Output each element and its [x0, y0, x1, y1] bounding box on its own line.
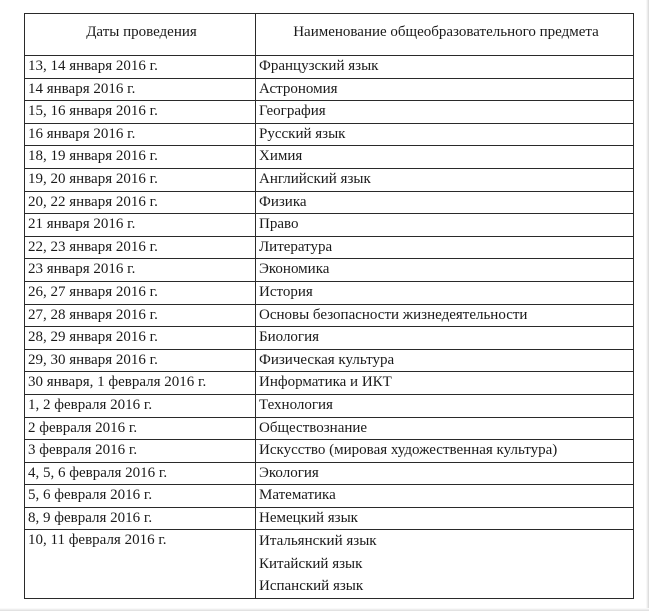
subject-cell — [256, 372, 634, 395]
table-row — [25, 78, 634, 101]
table-row — [25, 146, 634, 169]
table-row — [25, 327, 634, 350]
subject-cell — [256, 485, 634, 508]
subject-cell — [256, 440, 634, 463]
date-cell: 19, 20 января 2016 г. — [25, 168, 256, 191]
subject-cell — [256, 214, 634, 237]
date-cell: 26, 27 января 2016 г. — [25, 281, 256, 304]
subject-cell — [256, 236, 634, 259]
date-cell: 5, 6 февраля 2016 г. — [25, 485, 256, 508]
subject-cell — [256, 281, 634, 304]
subject-cell — [256, 530, 634, 599]
table-row — [25, 485, 634, 508]
subject-name: Искусство (мировая художественная культура) — [259, 442, 558, 459]
table-row — [25, 259, 634, 282]
table-row — [25, 372, 634, 395]
subject-cell — [256, 394, 634, 417]
table-row — [25, 123, 634, 146]
subject-cell — [256, 327, 634, 350]
table-row — [25, 349, 634, 372]
subject-cell — [256, 168, 634, 191]
subject-name: Немецкий язык — [259, 509, 358, 526]
olympiad-schedule-table — [24, 13, 634, 599]
subject-name: Обществознание — [259, 419, 368, 436]
subject-name: География — [259, 103, 326, 120]
subject-cell — [256, 101, 634, 124]
subject-name: Экология — [259, 464, 319, 481]
subject-name: Китайский язык — [259, 555, 363, 572]
table-row — [25, 394, 634, 417]
subject-cell — [256, 259, 634, 282]
date-cell: 20, 22 января 2016 г. — [25, 191, 256, 214]
table-row — [25, 168, 634, 191]
header-dates: Даты проведения — [25, 14, 256, 56]
table-row — [25, 214, 634, 237]
table-row — [25, 530, 634, 599]
subject-name: История — [259, 283, 313, 300]
table-row — [25, 304, 634, 327]
subject-cell — [256, 462, 634, 485]
table-row — [25, 440, 634, 463]
subject-cell — [256, 146, 634, 169]
subject-name: Основы безопасности жизнедеятельности — [259, 306, 528, 323]
subject-cell — [256, 417, 634, 440]
table-row — [25, 56, 634, 79]
subject-cell — [256, 349, 634, 372]
subject-name: Астрономия — [259, 80, 338, 97]
table-row — [25, 507, 634, 530]
subject-name: Итальянский язык — [259, 533, 377, 550]
subject-cell — [256, 191, 634, 214]
date-cell: 30 января, 1 февраля 2016 г. — [25, 372, 256, 395]
date-cell: 3 февраля 2016 г. — [25, 440, 256, 463]
table-row — [25, 281, 634, 304]
subject-name: Технология — [259, 396, 333, 413]
subject-name: Литература — [259, 238, 333, 255]
subject-name: Испанский язык — [259, 578, 364, 595]
date-cell: 21 января 2016 г. — [25, 214, 256, 237]
date-cell: 27, 28 января 2016 г. — [25, 304, 256, 327]
table-header — [25, 14, 634, 56]
subject-name: Физика — [259, 193, 307, 210]
subject-name: Физическая культура — [259, 351, 395, 368]
date-cell: 28, 29 января 2016 г. — [25, 327, 256, 350]
date-cell: 14 января 2016 г. — [25, 78, 256, 101]
date-cell: 18, 19 января 2016 г. — [25, 146, 256, 169]
subject-name: Химия — [259, 148, 303, 165]
subject-name: Экономика — [259, 261, 330, 278]
subject-name: Французский язык — [259, 58, 379, 74]
date-cell: 29, 30 января 2016 г. — [25, 349, 256, 372]
table-row — [25, 101, 634, 124]
table-row — [25, 236, 634, 259]
table-row — [25, 191, 634, 214]
date-cell: 23 января 2016 г. — [25, 259, 256, 282]
subject-cell — [256, 56, 634, 79]
subject-name: Право — [259, 216, 299, 233]
subject-cell — [256, 304, 634, 327]
subject-name: Русский язык — [259, 125, 346, 142]
date-cell: 10, 11 февраля 2016 г. — [25, 530, 256, 599]
date-cell: 15, 16 января 2016 г. — [25, 101, 256, 124]
subject-name: Английский язык — [259, 170, 371, 187]
table-row — [25, 417, 634, 440]
subject-cell — [256, 507, 634, 530]
date-cell: 22, 23 января 2016 г. — [25, 236, 256, 259]
subject-cell — [256, 123, 634, 146]
header-subject: Наименование общеобразовательного предмета — [256, 14, 634, 56]
header-row — [25, 14, 634, 56]
date-cell: 2 февраля 2016 г. — [25, 417, 256, 440]
date-cell: 1, 2 февраля 2016 г. — [25, 394, 256, 417]
date-cell: 8, 9 февраля 2016 г. — [25, 507, 256, 530]
date-cell: 13, 14 января 2016 г. — [25, 56, 256, 79]
date-cell: 16 января 2016 г. — [25, 123, 256, 146]
table-row — [25, 462, 634, 485]
subject-name: Биология — [259, 329, 320, 346]
subject-name: Информатика и ИКТ — [259, 374, 392, 391]
table-body — [25, 56, 634, 599]
subject-name: Математика — [259, 487, 336, 504]
date-cell: 4, 5, 6 февраля 2016 г. — [25, 462, 256, 485]
subject-cell — [256, 78, 634, 101]
